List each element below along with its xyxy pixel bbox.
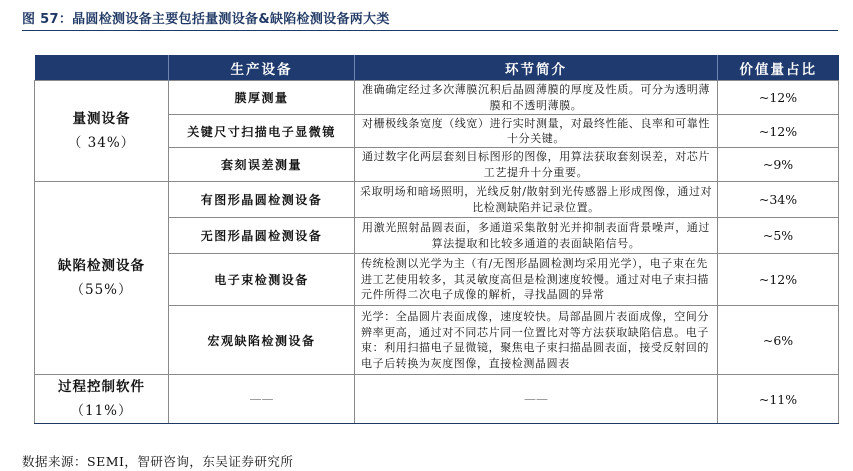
equipment-name: 有图形晶圆检测设备 [169,182,355,218]
value-share: ~9% [718,148,839,182]
equipment-name: 宏观缺陷检测设备 [169,306,355,375]
data-source-note: 数据来源：SEMI，智研咨询，东吴证券研究所 [22,454,294,469]
category-metrology [35,81,169,182]
equipment-table [34,55,839,424]
equipment-description: 通过数字化两层套刻目标图形的图像，用算法获取套刻误差，对芯片工艺提升十分重要。 [355,148,718,182]
equipment-name: 电子束检测设备 [169,254,355,306]
title-divider [22,30,838,31]
equipment-description: 采取明场和暗场照明，光线反射/散射到光传感器上形成图像，通过对比检测缺陷并记录位置。 [355,182,718,218]
category-share: （ 34%） [67,135,136,151]
equipment-name: 关键尺寸扫描电子显微镜 [169,115,355,148]
header-equipment: 生产设备 [169,55,355,81]
equipment-description: 传统检测以光学为主（有/无图形晶圆检测均采用光学），电子束在先进工艺使用较多，其灵敏度高但是检测速度较慢。通过对电子束扫描元件所得二次电子成像的解析，寻找晶圆的异常 [355,254,718,306]
equipment-description: 对栅极线条宽度（线宽）进行实时测量，对最终性能、良率和可靠性十分关键。 [355,115,718,148]
category-share: （55%） [70,282,133,298]
equipment-description: 用激光照射晶圆表面，多通道采集散射光并抑制表面背景噪声，通过算法提取和比较多通道的表面缺陷信号。 [355,218,718,254]
equipment-name: 套刻误差测量 [169,148,355,182]
category-name: 缺陷检测设备 [58,258,145,274]
value-share: ~5% [718,218,839,254]
table-row [35,81,839,115]
figure-title: 图 57：晶圆检测设备主要包括量测设备&缺陷检测设备两大类 [22,12,390,27]
equipment-description: 光学：全晶圆片表面成像，速度较快。局部晶圆片表面成像，空间分辨率更高，通过对不同芯片同一位置比对等方法获取缺陷信息。电子束：利用扫描电子显微镜，聚焦电子束扫描晶圆表面，接受反射回的电子后转换为灰度图像，直接检测晶圆表 [355,306,718,375]
equipment-description: —— [355,375,718,424]
equipment-name: 无图形晶圆检测设备 [169,218,355,254]
value-share: ~34% [718,182,839,218]
category-name: 过程控制软件 [58,379,145,395]
category-defect [35,182,169,375]
header-category [35,55,169,81]
header-description: 环节简介 [355,55,718,81]
value-share: ~6% [718,306,839,375]
value-share: ~12% [718,115,839,148]
equipment-name: —— [169,375,355,424]
table-row [35,375,839,424]
value-share: ~12% [718,81,839,115]
value-share: ~12% [718,254,839,306]
equipment-name: 膜厚测量 [169,81,355,115]
table-row [35,182,839,218]
category-share: （11%） [70,403,133,419]
category-name: 量测设备 [72,111,131,127]
value-share: ~11% [718,375,839,424]
table-header-row [35,55,839,81]
category-software [35,375,169,424]
equipment-description: 准确确定经过多次薄膜沉积后晶圆薄膜的厚度及性质。可分为透明薄膜和不透明薄膜。 [355,81,718,115]
header-share: 价值量占比 [718,55,839,81]
